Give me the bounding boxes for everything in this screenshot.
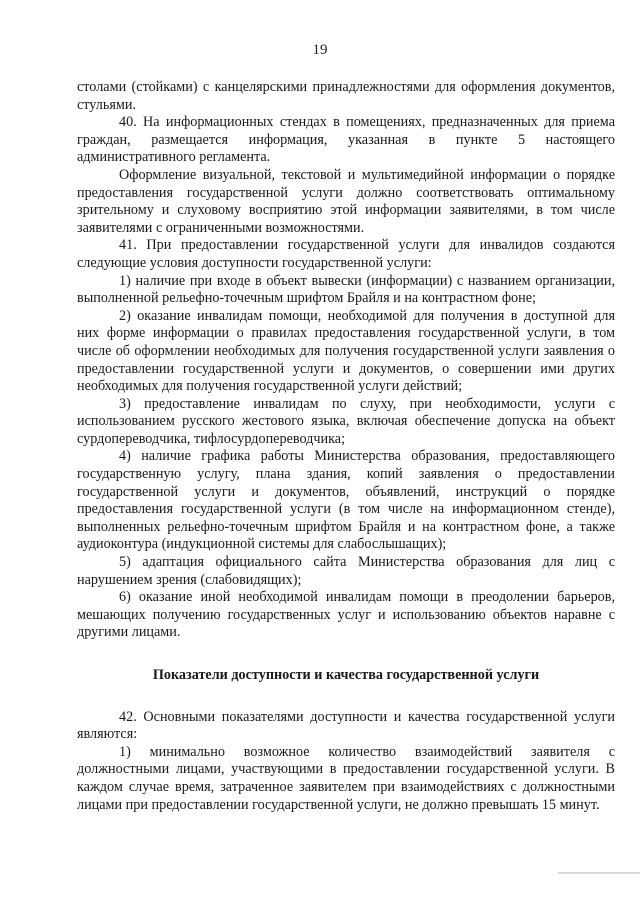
paragraph-42: 42. Основными показателями доступности и качества государственной услуги являются: — [77, 708, 615, 743]
paragraph-visual-info: Оформление визуальной, текстовой и мультимедийной информации о порядке предоставления государственной услуги должно соответствовать оптимальному зрительному и слуховому восприятию этой информации заявителями, в том числе заявителями с ограниченными возможностями. — [77, 166, 615, 236]
section-heading: Показатели доступности и качества государственной услуги — [152, 667, 540, 683]
page-number: 19 — [312, 42, 328, 58]
list-item-4: 4) наличие графика работы Министерства образования, предоставляющего государственную услугу, плана здания, копий заявления о предоставлении государственной услуги и документов, объявлений, инструкций о порядке предоставления государственной услуги (в том числе на информационном стенде), выполненных рельефно-точечным шрифтом Брайля и на контрастном фоне, а также аудиоконтура (индукционной системы для слабослышащих); — [77, 448, 615, 553]
list-item-5: 5) адаптация официального сайта Министерства образования для лиц с нарушением зрения (слабовидящих); — [77, 554, 615, 588]
list-item-2: 2) оказание инвалидам помощи, необходимой для получения в доступной для них форме информации о правилах предоставления государственной услуги, в том числе об оформлении необходимых для получения государственной услуги заявления о предоставлении государственной услуги и документов, о совершении ими других необходимых для получения государственной услуги действий; — [77, 307, 615, 395]
list-item-3: 3) предоставление инвалидам по слуху, при необходимости, услуги с использованием русского жестового языка, включая обеспечение допуска на объект сурдопереводчика, тифлосурдопереводчика; — [77, 395, 615, 447]
paragraph-continuation: столами (стойками) с канцелярскими принадлежностями для оформления документов, стульями. — [77, 79, 615, 113]
list-item-6: 6) оказание иной необходимой инвалидам помощи в преодолении барьеров, мешающих получению государственных услуг и использованию объектов наравне с другими лицами. — [77, 589, 615, 641]
paragraph-40: 40. На информационных стендах в помещениях, предназначенных для приема граждан, размещается информация, указанная в пункте 5 настоящего административного регламента. — [77, 114, 615, 166]
paragraph-41: 41. При предоставлении государственной услуги для инвалидов создаются следующие условия доступности государственной услуги: — [77, 237, 615, 271]
document-body — [77, 79, 615, 814]
scan-edge-mark — [558, 872, 640, 874]
indicator-item-1: 1) минимально возможное количество взаимодействий заявителя с должностными лицами, участвующими в предоставлении государственной услуги. В каждом случае время, затраченное заявителем при взаимодействиях с должностными лицами при предоставлении государственной услуги, не должно превышать 15 минут. — [77, 743, 615, 813]
list-item-1: 1) наличие при входе в объект вывески (информации) с названием организации, выполненной рельефно-точечным шрифтом Брайля и на контрастном фоне; — [77, 272, 615, 307]
